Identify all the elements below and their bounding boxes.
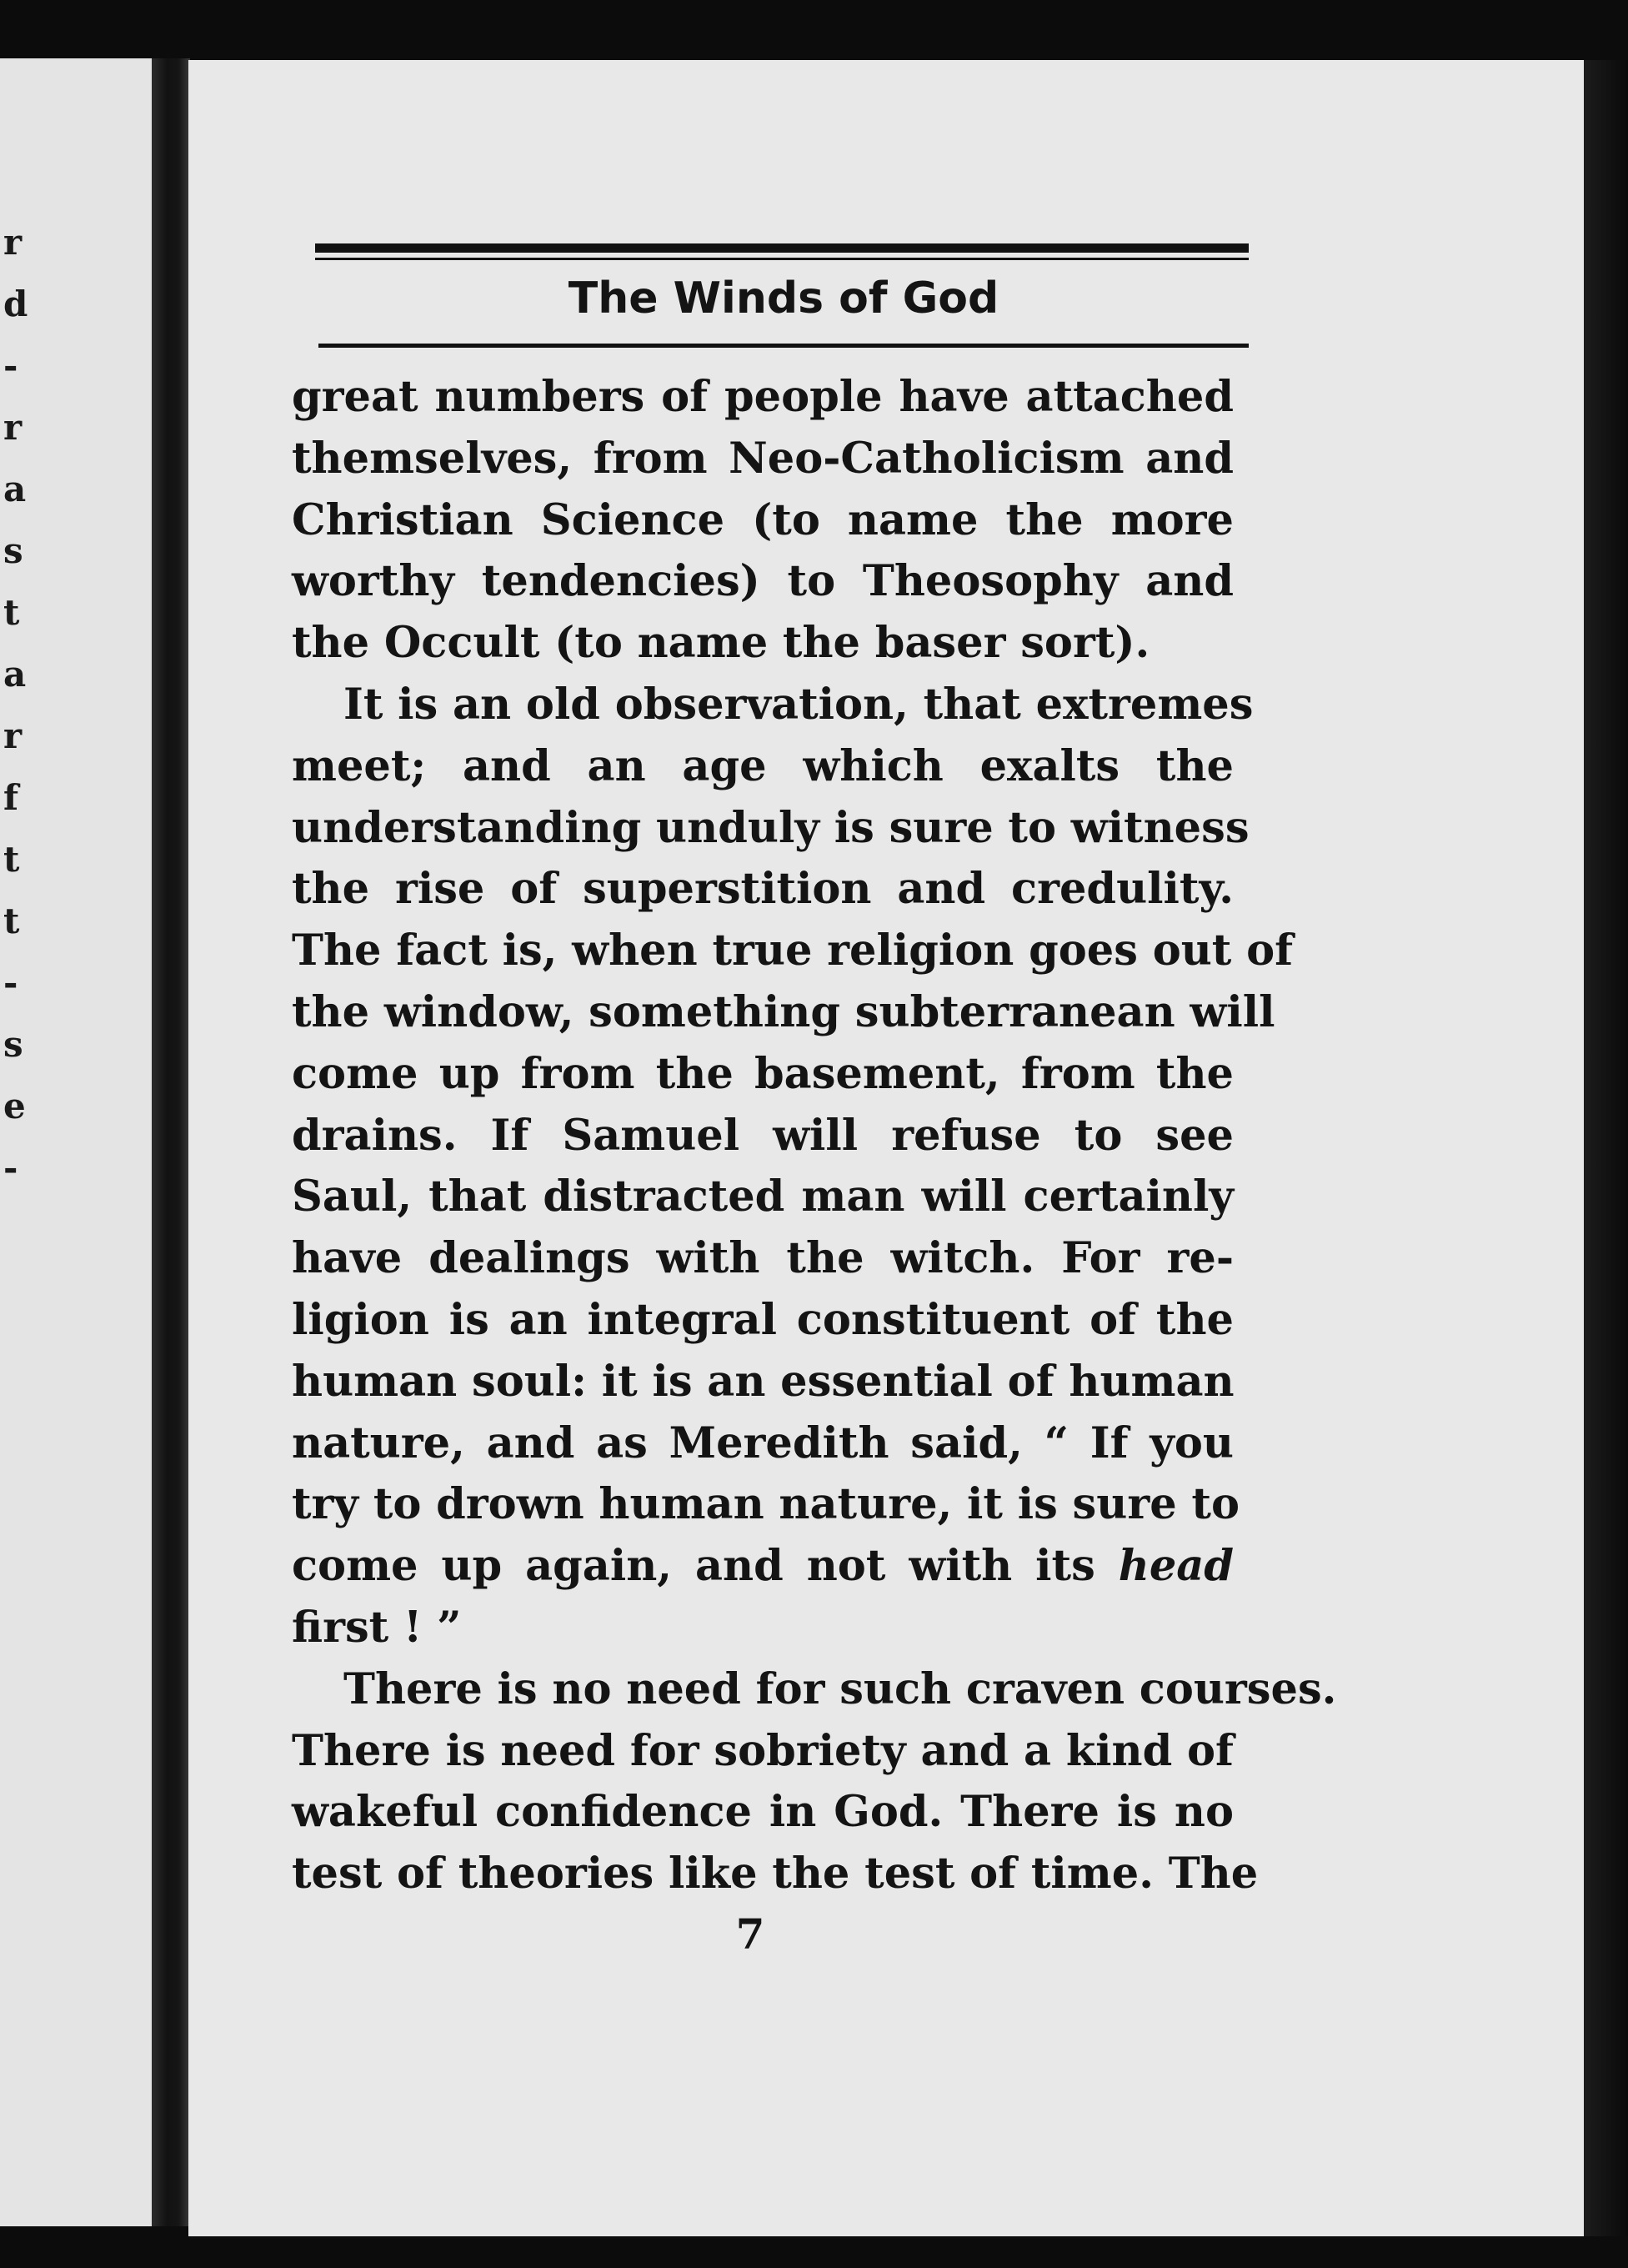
header-rule-under xyxy=(318,344,1249,348)
text-line: There is no need for such craven courses. xyxy=(343,1663,1337,1714)
facing-page-letter: s xyxy=(3,530,23,571)
facing-page-letter: t xyxy=(3,839,20,880)
facing-page-letter: r xyxy=(3,715,23,756)
text-line: understanding unduly is sure to witness xyxy=(292,802,1250,853)
facing-page-letter: a xyxy=(3,654,27,695)
facing-page-letter: r xyxy=(3,407,23,448)
text-line: come up from the basement, from the xyxy=(292,1048,1234,1099)
text-line: the rise of superstition and credulity. xyxy=(292,864,1234,915)
facing-page-letter: - xyxy=(3,962,18,1003)
text-line: first ! ” xyxy=(292,1602,462,1653)
text-line: It is an old observation, that extremes xyxy=(343,679,1254,730)
facing-page-letter: d xyxy=(3,284,28,324)
text-line: the Occult (to name the baser sort). xyxy=(292,618,1150,669)
body-text xyxy=(292,367,1337,1905)
text-line: the window, something subterranean will xyxy=(292,986,1275,1037)
facing-page-letter: e xyxy=(3,1086,26,1126)
text-line: come up again, and not with its head xyxy=(292,1541,1234,1592)
text-line: drains. If Samuel will refuse to see xyxy=(292,1110,1234,1161)
text-line: nature, and as Meredith said, “ If you xyxy=(292,1418,1234,1468)
page-number: 7 xyxy=(735,1909,765,1959)
text-line: have dealings with the witch. For re- xyxy=(292,1233,1234,1284)
facing-page-letter: - xyxy=(3,1147,18,1188)
paragraph xyxy=(292,1659,1337,1905)
page-right-edge xyxy=(1584,60,1628,2236)
facing-page-letter: t xyxy=(3,901,20,941)
facing-page-letter: s xyxy=(3,1024,23,1065)
facing-page-letter: - xyxy=(3,345,18,386)
paragraph xyxy=(292,367,1234,675)
text-line: The fact is, when true religion goes out of xyxy=(292,926,1294,976)
facing-page-edge xyxy=(0,58,167,2226)
text-line: human soul: it is an essential of human xyxy=(292,1356,1235,1407)
text-line: There is need for sobriety and a kind of xyxy=(292,1725,1234,1776)
text-line: meet; and an age which exalts the xyxy=(292,740,1234,791)
text-line: Christian Science (to name the more xyxy=(292,494,1234,545)
text-line: Saul, that distracted man will certainly xyxy=(292,1172,1234,1222)
text-line: ligion is an integral constituent of the xyxy=(292,1294,1234,1345)
text-line: themselves, from Neo-Catholicism and xyxy=(292,433,1234,484)
header-rule-thin xyxy=(315,258,1249,260)
facing-page-letter: f xyxy=(3,777,19,818)
paragraph xyxy=(292,675,1294,1659)
text-line: worthy tendencies) to Theosophy and xyxy=(292,556,1234,607)
facing-page-letter: t xyxy=(3,592,20,633)
book-gutter xyxy=(152,58,190,2226)
header-rule-thick xyxy=(315,243,1249,253)
text-line: wakeful confidence in God. There is no xyxy=(292,1787,1234,1838)
facing-page-letter: a xyxy=(3,469,27,509)
text-line: test of theories like the test of time. The xyxy=(292,1849,1259,1899)
running-head: The Winds of God xyxy=(568,273,999,324)
facing-page-letter: r xyxy=(3,222,23,263)
text-line: great numbers of people have attached xyxy=(292,372,1234,422)
text-line: try to drown human nature, it is sure to xyxy=(292,1479,1240,1530)
